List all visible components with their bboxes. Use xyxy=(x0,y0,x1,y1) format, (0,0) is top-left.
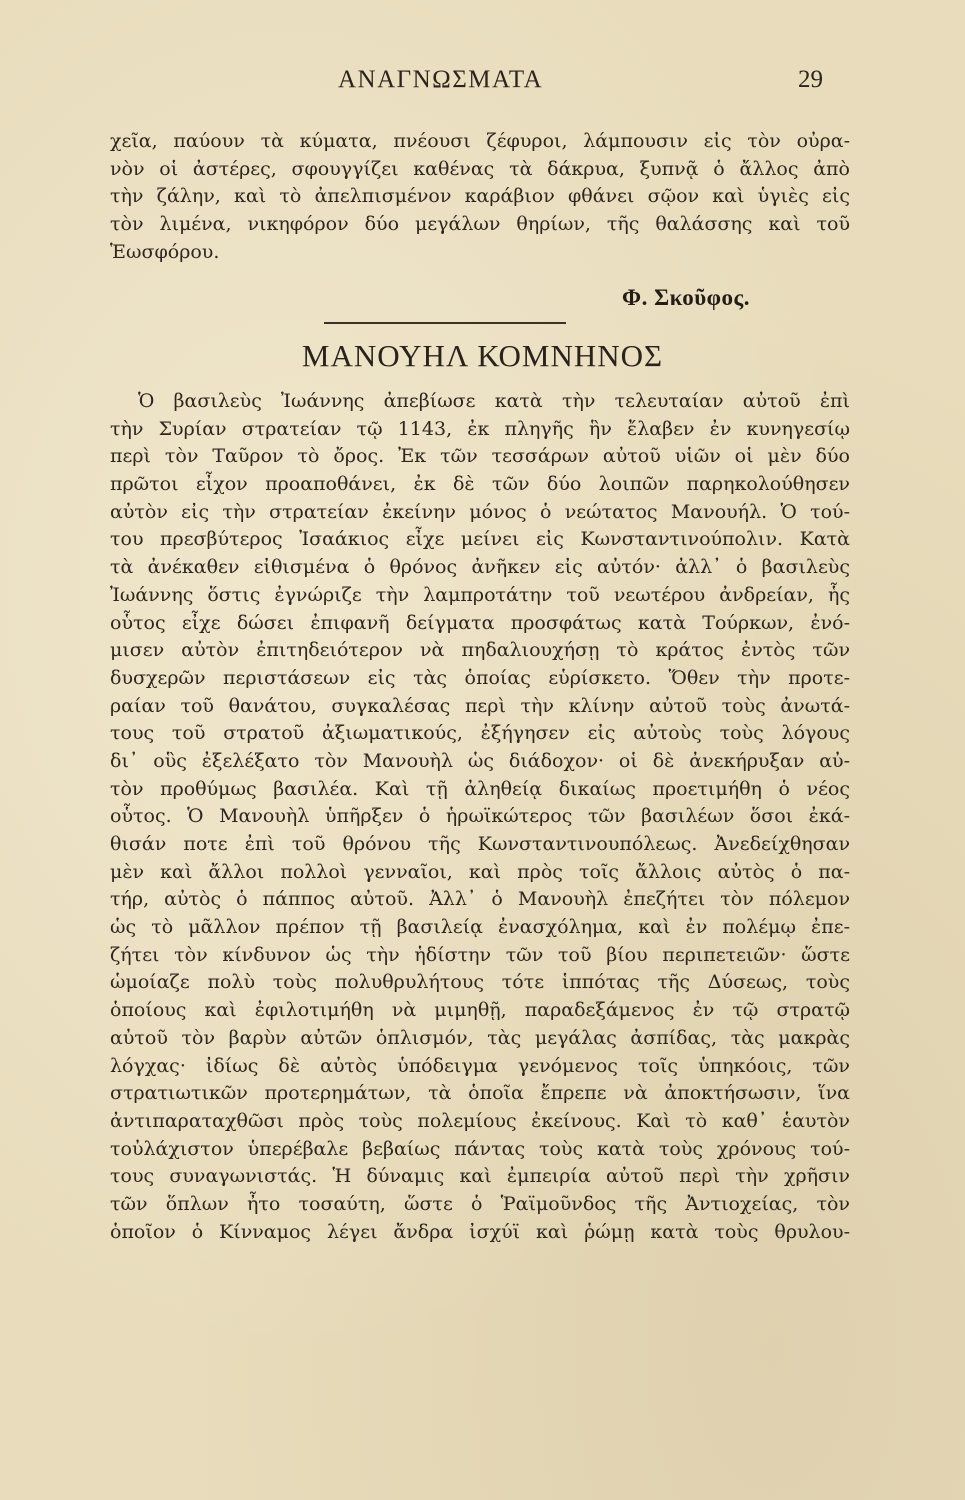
running-title: ΑΝΑΓΝΩΣΜΑΤΑ xyxy=(338,66,544,93)
text-line: τους τοῦ στρατοῦ ἀξιωματικούς, ἐξήγησεν εἰς αὐτοὺς τοὺς λόγους xyxy=(110,722,850,745)
text-line: περὶ τὸν Ταῦρον τὸ ὄρος. Ἐκ τῶν τεσσάρων αὐτοῦ υἱῶν οἱ μὲν δύο xyxy=(110,445,850,468)
section-divider xyxy=(324,322,566,324)
text-line: θισάν ποτε ἐπὶ τοῦ θρόνου τῆς Κωνσταντινουπόλεως. Ἀνεδείχθησαν xyxy=(110,833,850,855)
text-line: ὁποίους καὶ ἐφιλοτιμήθη νὰ μιμηθῇ, παραδεξάμενος ἐν τῷ στρατῷ xyxy=(110,999,850,1022)
page-number: 29 xyxy=(798,66,823,93)
text-line: δυσχερῶν περιστάσεων εἰς τὰς ὁποίας εὑρίσκετο. Ὅθεν τὴν προτε- xyxy=(110,666,850,689)
text-line: πρῶτοι εἶχον προαποθάνει, ἐκ δὲ τῶν δύο λοιπῶν παρηκολούθησεν xyxy=(110,473,850,496)
text-line: ραίαν τοῦ θανάτου, συγκαλέσας περὶ τὴν κλίνην αὐτοῦ τοὺς ἀνωτά- xyxy=(110,694,850,717)
text-line: στρατιωτικῶν προτερημάτων, τὰ ὁποῖα ἔπρεπε νὰ ἀποκτήσωσιν, ἵνα xyxy=(110,1082,850,1105)
text-line: ἀντιπαραταχθῶσι πρὸς τοὺς πολεμίους ἐκείνους. Καὶ τὸ καθ᾿ ἑαυτὸν xyxy=(110,1109,850,1132)
text-line: τὰ ἀνέκαθεν εἰθισμένα ὁ θρόνος ἀνῆκεν εἰς αὐτόν· ἀλλ᾿ ὁ βασιλεὺς xyxy=(110,556,850,579)
text-line: αὐτοῦ τὸν βαρὺν αὐτῶν ὁπλισμόν, τὰς μεγάλας ἀσπίδας, τὰς μακρὰς xyxy=(110,1026,850,1049)
text-line: τοὐλάχιστον ὑπερέβαλε βεβαίως πάντας τοὺς κατὰ τοὺς χρόνους τού- xyxy=(110,1137,850,1160)
text-line: ζήτει τὸν κίνδυνον ὡς τὴν ἡδίστην τῶν τοῦ βίου περιπετειῶν· ὥστε xyxy=(110,943,850,966)
text-line: του πρεσβύτερος Ἰσαάκιος εἶχε μείνει εἰς Κωνσταντινούπολιν. Κατὰ xyxy=(110,528,850,551)
text-line: δι᾿ οὓς ἐξελέξατο τὸν Μανουὴλ ὡς διάδοχον· οἱ δὲ ἀνεκήρυξαν αὐ- xyxy=(110,749,850,772)
text-line: μισεν αὐτὸν ἐπιτηδειότερον νὰ πηδαλιουχήσῃ τὸ κράτος ἐντὸς τῶν xyxy=(110,639,850,662)
text-line: ὡς τὸ μᾶλλον πρέπον τῇ βασιλείᾳ ἐνασχόλημα, καὶ ἐν πολέμῳ ἐπε- xyxy=(110,916,850,939)
text-line: τῶν ὅπλων ἦτο τοσαύτη, ὥστε ὁ Ῥαϊμοῦνδος τῆς Ἀντιοχείας, τὸν xyxy=(110,1192,850,1215)
text-line: Ὁ βασιλεὺς Ἰωάννης ἀπεβίωσε κατὰ τὴν τελευταίαν αὐτοῦ ἐπὶ xyxy=(138,390,850,412)
text-line: τὴν Συρίαν στρατείαν τῷ 1143, ἐκ πληγῆς ἣν ἔλαβεν ἐν κυνηγεσίῳ xyxy=(110,417,850,440)
text-line: οὗτος εἶχε δώσει ἐπιφανῆ δείγματα προσφάτως κατὰ Τούρκων, ἐνό- xyxy=(110,611,850,634)
text-line: Ἰωάννης ὅστις ἐγνώριζε τὴν λαμπροτάτην τοῦ νεωτέρου ἀνδρείαν, ἧς xyxy=(110,583,850,606)
text-line: νὸν οἱ ἀστέρες, σφουγγίζει καθένας τὰ δάκρυα, ξυπνᾷ ὁ ἄλλος ἀπὸ xyxy=(110,157,850,180)
running-head xyxy=(0,66,965,106)
text-line: μὲν καὶ ἄλλοι πολλοὶ γενναῖοι, καὶ πρὸς τοῖς ἄλλοις αὐτὸς ὁ πα- xyxy=(110,860,850,883)
text-line: τους συναγωνιστάς. Ἡ δύναμις καὶ ἐμπειρία αὐτοῦ περὶ τὴν χρῆσιν xyxy=(110,1165,850,1188)
text-line: ὁποῖον ὁ Κίνναμος λέγει ἄνδρα ἰσχύϊ καὶ ῥώμῃ κατὰ τοὺς θρυλου- xyxy=(110,1220,850,1243)
text-line: τὸν προθύμως βασιλέα. Καὶ τῇ ἀληθείᾳ δικαίως προετιμήθη ὁ νέος xyxy=(110,777,850,800)
previous-article-text xyxy=(110,128,850,266)
text-line: οὗτος. Ὁ Μανουὴλ ὑπῆρξεν ὁ ἡρωϊκώτερος τῶν βασιλέων ὅσοι ἐκά- xyxy=(110,805,850,828)
text-line: χεῖα, παύουν τὰ κύματα, πνέουσι ζέφυροι, λάμπουσιν εἰς τὸν οὐρα- xyxy=(110,130,850,152)
text-line: αὐτὸν εἰς τὴν στρατείαν ἐκείνην μόνος ὁ νεώτατος Μανουήλ. Ὁ τού- xyxy=(110,500,850,523)
text-line: λόγχας· ἰδίως δὲ αὐτὸς ὑπόδειγμα γενόμενος τοῖς ὑπηκόοις, τῶν xyxy=(110,1054,850,1077)
author-signature: Φ. Σκοῦφος. xyxy=(622,285,750,310)
text-line: Ἑωσφόρου. xyxy=(110,240,220,263)
text-line: τὸν λιμένα, νικηφόρον δύο μεγάλων θηρίων, τῆς θαλάσσης καὶ τοῦ xyxy=(110,213,850,236)
text-line: ὡμοίαζε πολὺ τοὺς πολυθρυλήτους τότε ἱππότας τῆς Δύσεως, τοὺς xyxy=(110,971,850,994)
article-body xyxy=(110,388,850,1246)
article-title: ΜΑΝΟΥΗΛ ΚΟΜΝΗΝΟΣ xyxy=(301,338,664,373)
text-line: τὴν ζάλην, καὶ τὸ ἀπελπισμένον καράβιον φθάνει σῷον καὶ ὑγιὲς εἰς xyxy=(110,185,850,208)
text-line: τήρ, αὐτὸς ὁ πάππος αὐτοῦ. Ἀλλ᾿ ὁ Μανουὴλ ἐπεζήτει τὸν πόλεμον xyxy=(110,888,850,911)
